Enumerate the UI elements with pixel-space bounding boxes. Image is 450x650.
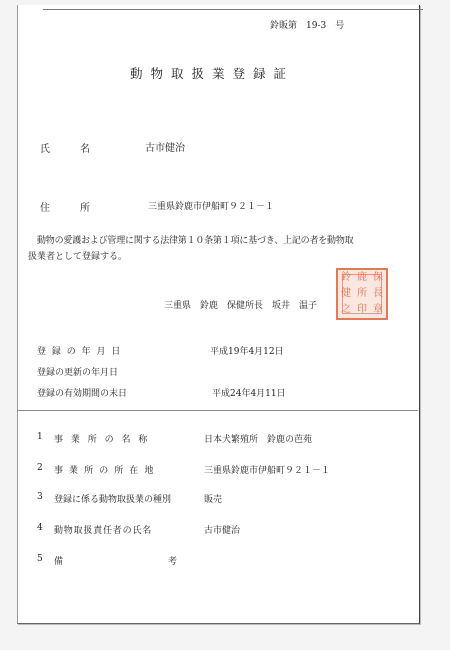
address-value: 三重県鈴鹿市伊船町９２１－１ <box>148 202 275 212</box>
item-4-label: 動物取扱責任者の氏名 <box>54 526 153 536</box>
expiry-date-label: 登録の有効期間の末日 <box>37 389 128 399</box>
item-1-label: 事 業 所 の 名 称 <box>54 435 150 445</box>
name-value: 古市健治 <box>145 143 185 154</box>
seal-glyphs: 鈴 鹿 保 健 所 長 之 印 章 <box>341 272 383 315</box>
top-border-line <box>43 9 423 10</box>
item-4-number: 4 <box>37 523 43 533</box>
expiry-date-value: 平成24年4月11日 <box>212 389 286 399</box>
section-divider <box>17 410 418 411</box>
item-5-label: 備 考 <box>54 557 188 567</box>
certificate-title: 動物取扱業登録証 <box>130 66 295 81</box>
name-label: 氏 名 <box>40 144 90 155</box>
item-4-value: 古市健治 <box>204 526 241 536</box>
item-2-number: 2 <box>37 463 43 473</box>
statement-line-1: 動物の愛護および管理に関する法律第１０条第１項に基づき、上記の者を動物取 <box>37 236 354 246</box>
item-3-value: 販売 <box>204 495 223 505</box>
address-label: 住 所 <box>40 203 90 214</box>
item-1-number: 1 <box>37 432 43 442</box>
document-number: 鈴販第 19-3 号 <box>270 21 345 31</box>
item-3-label: 登録に係る動物取扱業の種別 <box>54 495 172 505</box>
renewal-date-label: 登録の更新の年月日 <box>37 368 119 378</box>
registration-date-value: 平成19年4月12日 <box>210 347 284 357</box>
item-2-label: 事 業 所 の 所 在 地 <box>54 466 155 476</box>
item-1-value: 日本犬繁殖所 鈴鹿の芭苑 <box>204 435 313 445</box>
item-2-value: 三重県鈴鹿市伊船町９２１－１ <box>204 466 331 476</box>
registration-date-label: 登 録 の 年 月 日 <box>37 347 122 357</box>
statement-line-2: 扱業者として登録する。 <box>28 252 128 262</box>
item-5-number: 5 <box>37 554 43 564</box>
issuer-name: 三重県 鈴鹿 保健所長 坂井 温子 <box>164 301 318 311</box>
official-seal <box>336 268 388 320</box>
item-3-number: 3 <box>37 492 43 502</box>
